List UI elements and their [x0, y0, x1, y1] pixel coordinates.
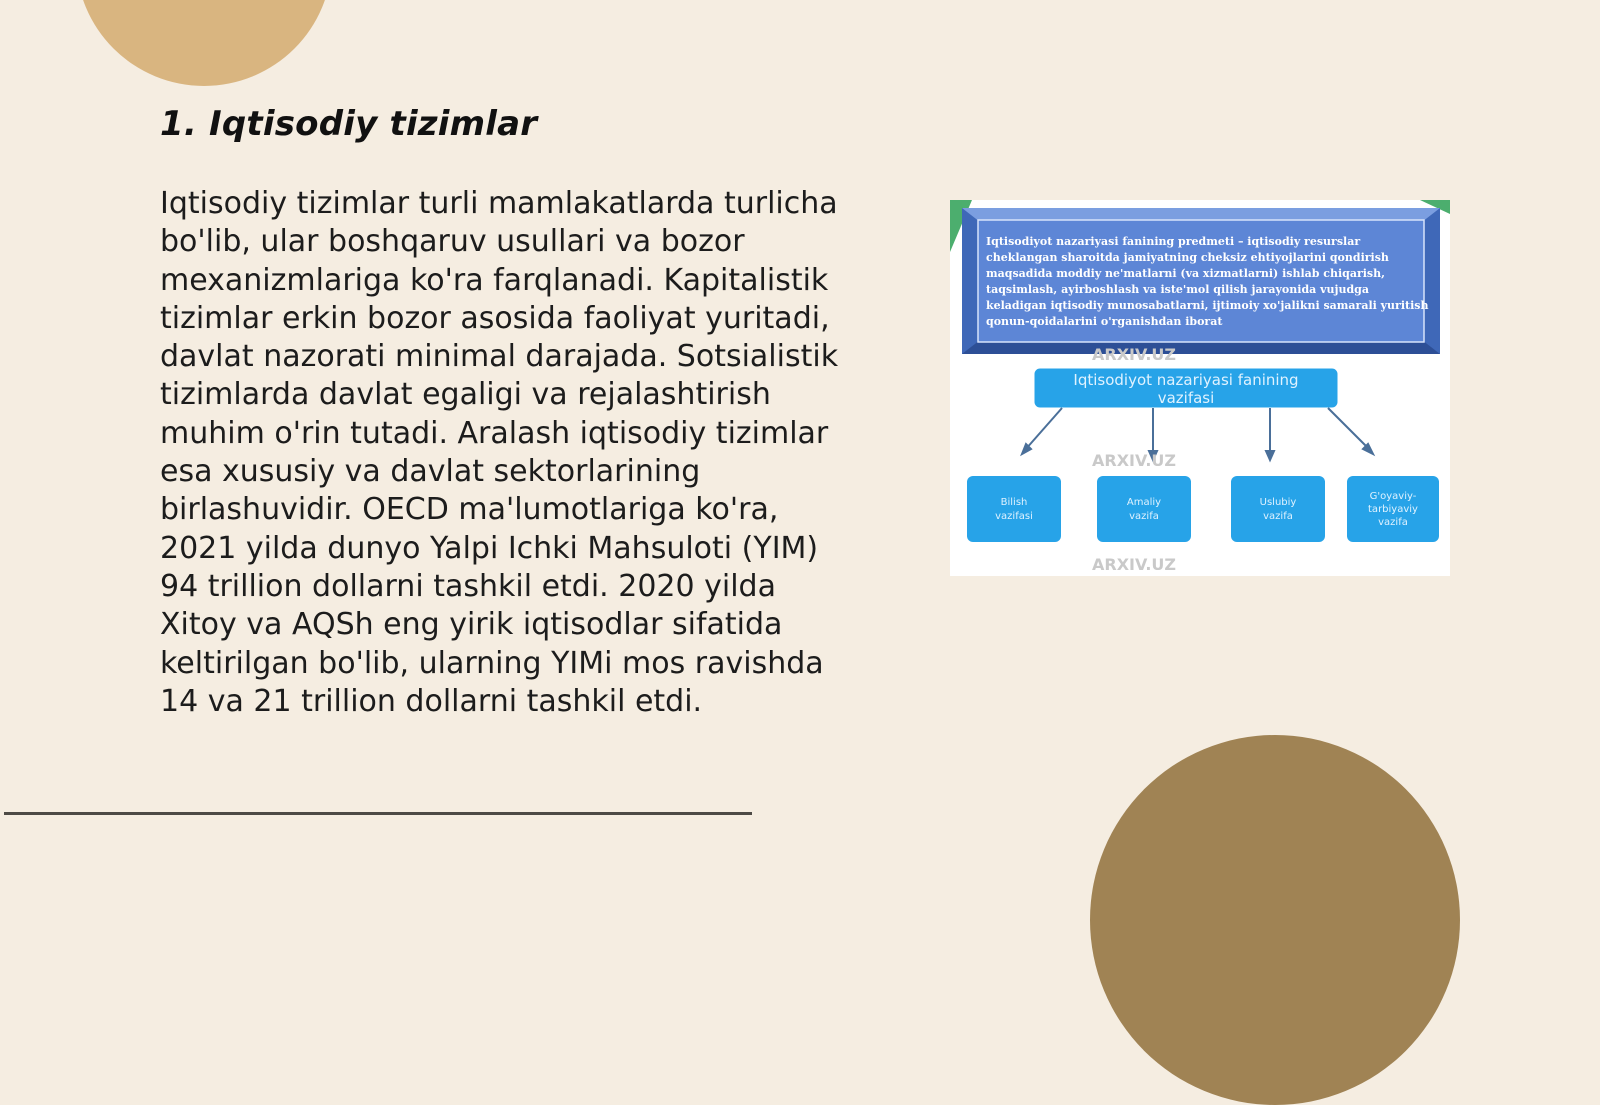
definition-line: Iqtisodiyot nazariyasi fanining predmeti – iqtisodiy resurslar — [986, 235, 1361, 248]
task-box-label: vazifa — [1129, 511, 1159, 522]
task-box-label: Uslubiy — [1259, 497, 1297, 508]
diagram-svg — [950, 200, 1450, 576]
definition-line: qonun-qoidalarini o'rganishdan iborat — [986, 315, 1223, 328]
decorative-circle-bottom — [1090, 735, 1460, 1105]
decorative-circle-top — [76, 0, 332, 86]
task-box-label: vazifa — [1263, 511, 1293, 522]
task-box-label: vazifasi — [995, 511, 1033, 522]
task-box-label: Amaliy — [1126, 497, 1162, 508]
definition-line: maqsadida moddiy ne'matlarni (va xizmatlarni) ishlab chiqarish, — [986, 267, 1385, 280]
task-box-label: vazifa — [1378, 517, 1408, 528]
task-box-label: tarbiyaviy — [1368, 504, 1418, 515]
task-box-methodological — [1231, 476, 1325, 542]
watermark-text: ARXIV.UZ — [1092, 555, 1176, 574]
task-box-label: G'oyaviy- — [1369, 491, 1417, 502]
watermark-text: ARXIV.UZ — [1092, 345, 1176, 364]
slide-title: 1. Iqtisodiy tizimlar — [160, 104, 538, 144]
task-title-line: vazifasi — [1157, 389, 1215, 407]
slide-body-text: Iqtisodiy tizimlar turli mamlakatlarda turlicha bo'lib, ular boshqaruv usullari va bozor mexanizmlariga ko'ra farqlanadi. Kapitalistik tizimlar erkin bozor asosida faoliyat yuritadi, davlat nazorati minimal darajada. Sotsialistik tizimlarda davlat egaligi va rejalashtirish muhim o'rin tutadi. Aralash iqtisodiy tizimlar esa xususiy va davlat sektorlarining birlashuvidir. OECD ma'lumotlariga ko'ra, 2021 yilda dunyo Yalpi Ichki Mahsuloti (YIM) 94 trillion dollarni tashkil etdi. 2020 yilda Xitoy va AQSh eng yirik iqtisodlar sifatida keltirilgan bo'lib, ularning YIMi mos ravishda 14 va 21 trillion dollarni tashkil etdi. — [160, 186, 839, 719]
task-box-practical — [1097, 476, 1191, 542]
definition-line: taqsimlash, ayirboshlash va iste'mol qilish jarayonida vujudga — [986, 283, 1369, 296]
economics-diagram-image — [950, 200, 1450, 576]
task-title-line: Iqtisodiyot nazariyasi fanining — [1073, 371, 1299, 389]
definition-line: keladigan iqtisodiy munosabatlarni, ijtimoiy xo'jalikni samarali yuritish — [986, 299, 1429, 312]
divider-line — [4, 812, 752, 815]
watermark-text: ARXIV.UZ — [1092, 451, 1176, 470]
task-box-label: Bilish — [1000, 497, 1028, 508]
definition-line: cheklangan sharoitda jamiyatning cheksiz ehtiyojlarini qondirish — [986, 251, 1389, 264]
task-box-cognitive — [967, 476, 1061, 542]
